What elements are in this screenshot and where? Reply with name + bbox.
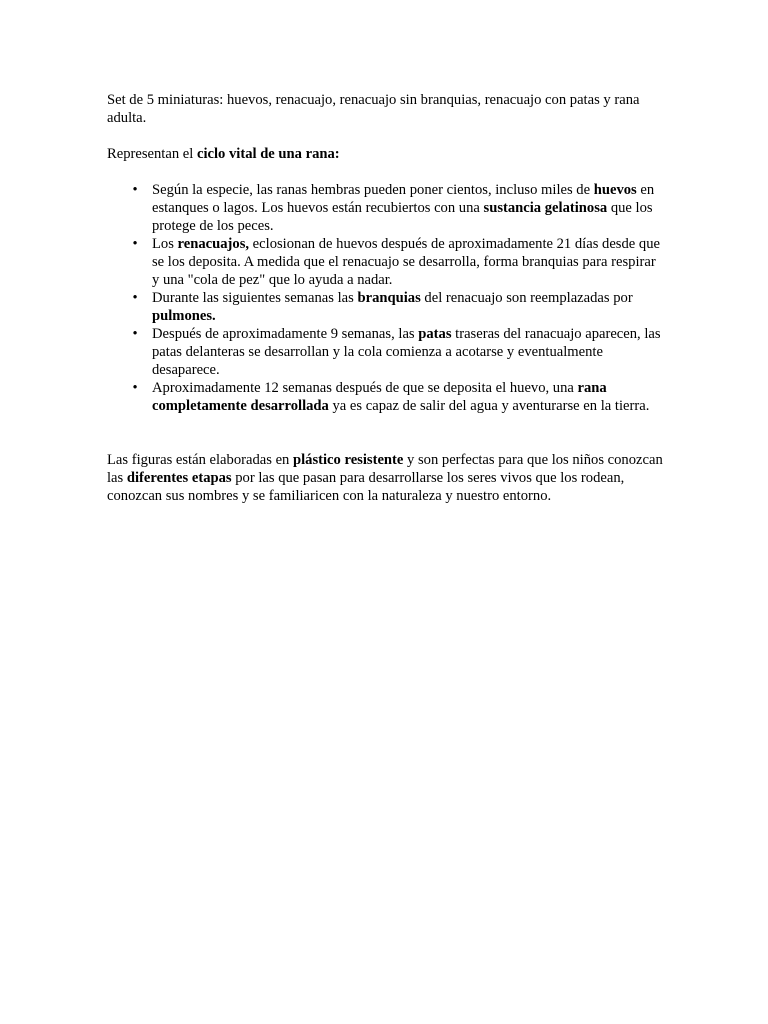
- closing-paragraph: [107, 451, 663, 505]
- item-text: Según la especie, las ranas hembras pueden poner cientos, incluso miles de: [152, 182, 594, 198]
- item-bold: huevos: [593, 182, 637, 198]
- item-text: Los: [152, 236, 178, 252]
- item-bold: patas: [418, 326, 452, 342]
- closing-text: y son perfectas para que los niños conozcan las: [107, 452, 663, 486]
- lead-text: Representan el: [107, 146, 197, 162]
- closing-bold: diferentes etapas: [126, 470, 232, 486]
- list-item-adult-frog: [132, 379, 663, 415]
- item-text: Aproximadamente 12 semanas después de que se deposita el huevo, una: [152, 380, 578, 396]
- bullet-icon: •: [132, 326, 138, 342]
- lead-paragraph: [107, 145, 663, 163]
- life-cycle-list: [107, 181, 663, 415]
- closing-text: Las figuras están elaboradas en: [107, 452, 293, 468]
- item-bold: sustancia gelatinosa: [483, 200, 608, 216]
- item-text: en estanques o lagos. Los huevos están recubiertos con una: [152, 182, 655, 216]
- document-page: [107, 91, 663, 505]
- item-text: Durante las siguientes semanas las: [152, 290, 358, 306]
- item-text: ya es capaz de salir del agua y aventurarse en la tierra.: [328, 398, 650, 414]
- list-item-legs: [132, 325, 663, 379]
- item-text: que los protege de los peces.: [152, 200, 653, 234]
- closing-text: por las que pasan para desarrollarse los seres vivos que los rodean, conozcan sus nombres y se familiaricen con la naturaleza y nuestro entorno.: [107, 470, 625, 504]
- list-item-gills: [132, 289, 663, 325]
- item-text: del renacuajo son reemplazadas por: [420, 290, 633, 306]
- item-text: Después de aproximadamente 9 semanas, las: [152, 326, 419, 342]
- intro-paragraph: Set de 5 miniaturas: huevos, renacuajo, renacuajo sin branquias, renacuajo con patas y rana adulta.: [107, 92, 640, 126]
- closing-bold: plástico resistente: [293, 452, 404, 468]
- list-item-tadpoles: [132, 235, 663, 289]
- item-bold: branquias: [357, 290, 421, 306]
- bullet-icon: •: [132, 182, 138, 198]
- bullet-icon: •: [132, 290, 138, 306]
- lead-bold: ciclo vital de una rana:: [196, 146, 340, 162]
- item-bold: pulmones.: [152, 308, 216, 324]
- bullet-icon: •: [132, 380, 138, 396]
- bullet-icon: •: [132, 236, 138, 252]
- item-bold: renacuajos,: [177, 236, 250, 252]
- item-text: eclosionan de huevos después de aproximadamente 21 días desde que se los deposita. A medida que el renacuajo se desarrolla, forma branquias para respirar y una "cola de pez" que lo ayuda a nadar.: [152, 236, 660, 288]
- item-text: traseras del ranacuajo aparecen, las patas delanteras se desarrollan y la cola comienza a acotarse y eventualmente desaparece.: [152, 326, 661, 378]
- list-item-eggs: [132, 181, 663, 235]
- item-bold: rana completamente desarrollada: [152, 380, 607, 414]
- blank-line: [107, 433, 663, 451]
